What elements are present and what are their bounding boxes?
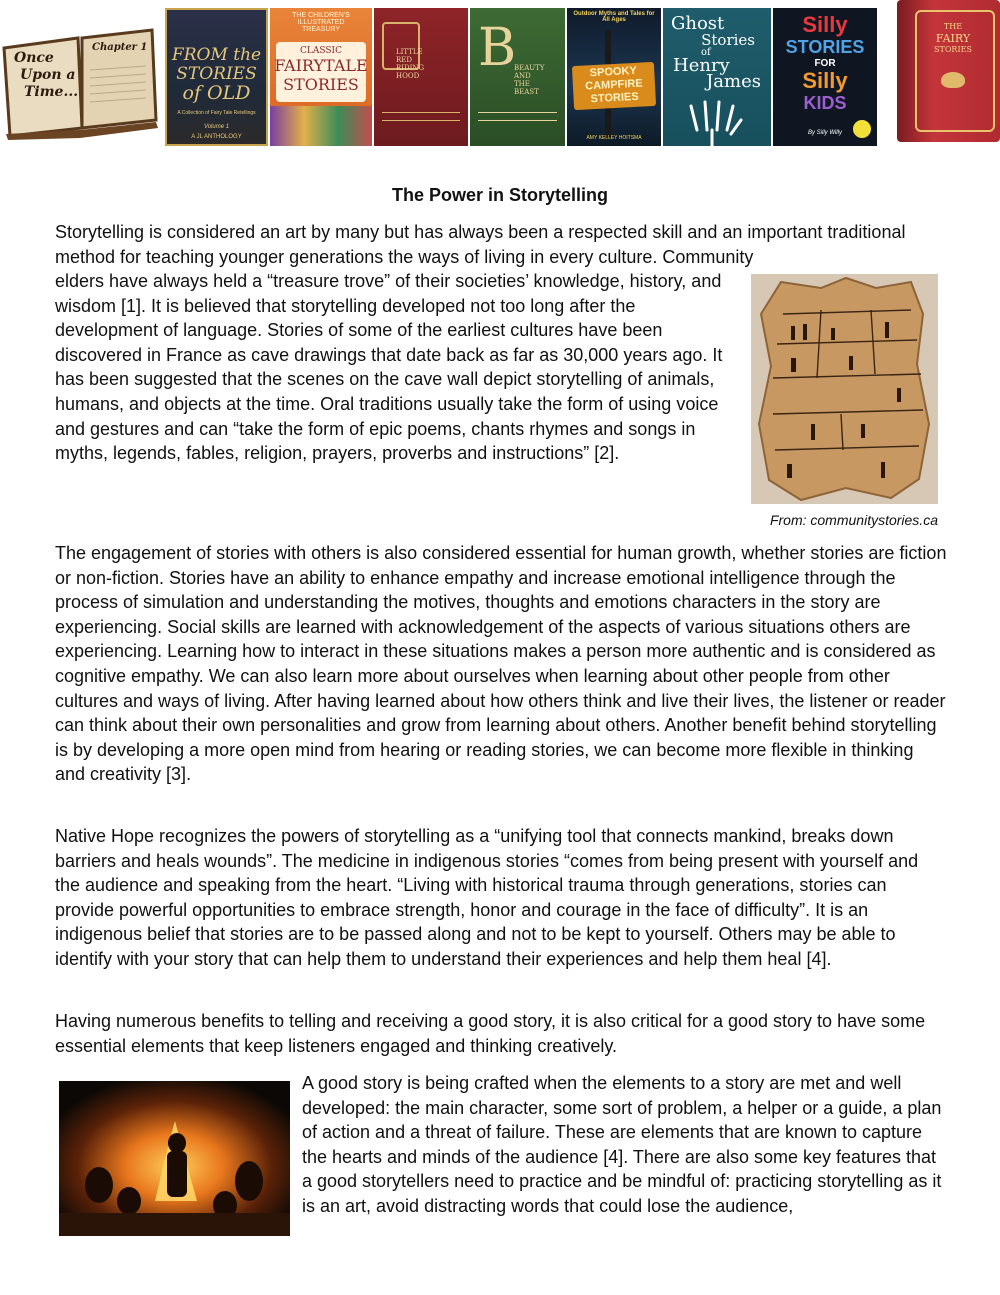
book-author: AMY KELLEY HOITSMA	[586, 135, 642, 141]
book-title-line: STORIES	[283, 75, 359, 94]
campfire-image	[59, 1081, 290, 1236]
book-title-line: Ghost	[671, 13, 725, 34]
bird-icon	[941, 72, 965, 88]
book-title-line: STORIES	[176, 64, 257, 84]
book-title-line: FAIRY	[935, 32, 971, 45]
book-cover-beauty-and-the-beast	[470, 8, 565, 146]
paragraph-intro-full-width: Storytelling is considered an art by many but has always been a respected skill and an important traditional method for teaching younger generations the ways of living in every culture. Community	[55, 222, 906, 267]
figure-caption: From: communitystories.ca	[769, 512, 938, 528]
book-title-line: RIDING	[396, 64, 425, 72]
book-cover-ghost-stories-henry-james	[663, 8, 771, 146]
book-title-line: STORIES	[785, 37, 865, 57]
book-title-line: KIDS	[803, 93, 847, 113]
book-title-line: Henry	[673, 55, 730, 76]
book-series-label: THE CHILDREN'S ILLUSTRATED TREASURY	[292, 12, 350, 33]
skeleton-hand-icon	[677, 100, 757, 146]
book-title-line: FOR	[814, 58, 836, 69]
book-cover-red-treasury	[897, 0, 1000, 142]
book-title-line: of OLD	[182, 82, 251, 104]
book-title-line: AND	[514, 72, 531, 80]
book-title-line: CLASSIC	[300, 46, 342, 56]
open-book-image	[0, 28, 160, 140]
book-subtitle: A Collection of Fairy Tale Retellings	[177, 110, 256, 116]
book-title-line: Stories	[701, 31, 755, 49]
book-cover-little-red-riding-hood	[374, 8, 468, 146]
book-series-label: Outdoor Myths and Tales for All Ages	[573, 11, 655, 23]
book-title-line: BEAUTY	[514, 64, 545, 72]
paragraph-engagement: The engagement of stories with others is also considered essential for human growth, whether stories are fiction or non-fiction. Stories have an ability to enhance empathy and increase emotional intelligence through the process of simulation and understanding the motives, thoughts and emotions characters in the story are experiencing. Social skills are learned with acknowledgement of the aspects of various situations others are experiencing. Learning how to interact in these situations makes a person more authentic and is considered as cognitive empathy. We can also learn more about ourselves when learning about other people from other cultures and ways of living. After having learned about how others think and live their lives, the listener or reader can think about their own personalities and grow from learning about others. Another benefit behind storytelling is by developing a more open mind from hearing or reading stories, we can become more flexible in thinking and creativity [3].	[55, 543, 947, 785]
painted-hide-image	[751, 274, 938, 504]
book-title-line: James	[706, 71, 761, 92]
book-cover-from-the-stories-of-old	[165, 8, 268, 146]
book-volume: Volume 1	[203, 124, 230, 130]
book-title-line: Silly	[802, 12, 848, 37]
book-title-line: THE	[943, 22, 963, 31]
paragraph-native-hope: Native Hope recognizes the powers of storytelling as a “unifying tool that connects mankind, breaks down barriers and heals wounds”. The medicine in indigenous stories “comes from being present with yourself and the audience and speaking from the heart. “Living with historical trauma through generations, stories can provide powerful opportunities to embrace strength, honor and courage in the face of difficulty”. It is an indigenous belief that stories are to be passed along and not to be kept to yourself. Others may be able to identify with your story that can help them to understand their experiences and help them heal [4].	[55, 826, 919, 969]
book-title-line: of	[701, 47, 711, 58]
book-title-line: FROM the	[171, 45, 262, 65]
book-cover-silly-stories-for-silly-kids	[773, 8, 877, 146]
paragraph-benefits: Having numerous benefits to telling and receiving a good story, it is also critical for a good story to have some essential elements that keep listeners engaged and thinking creatively.	[55, 1011, 926, 1056]
book-title-line: STORIES	[934, 45, 972, 54]
book-title-line: Silly	[802, 68, 848, 93]
book-title-line: STORIES	[590, 90, 639, 106]
book-banner	[0, 0, 1000, 150]
book-title-line: Time...	[24, 84, 79, 100]
paragraph-good-story-elements: A good story is being crafted when the elements to a story are met and well developed: the main character, some sort of problem, a helper or a guide, a plan of action and a threat of failure. These are elements that are known to capture the hearts and minds of the audience [4]. There are also some key features that a good storytellers need to practice and be mindful of: practicing storytelling as it is an art, avoid distracting words that could lose the audience,	[302, 1073, 942, 1216]
book-author: By Silly Willy	[808, 130, 842, 136]
book-title-line: Once	[14, 50, 54, 66]
article-title: The Power in Storytelling	[391, 185, 609, 205]
book-title-line: RED	[396, 56, 412, 64]
book-title-line: SPOOKY	[589, 64, 638, 80]
paragraph-intro-wrapped: elders have always held a “treasure trove” of their societies’ knowledge, history, and wisdom [1]. It is believed that storytelling developed not too long after the development of language. Stories of some of the earliest cultures have been discovered in France as cave drawings that date back as far as 30,000 years ago. It has been suggested that the scenes on the cave wall depict storytelling of animals, humans, and objects at the time. Oral traditions usually take the form of using voice and gestures and can “take the form of epic poems, chants rhymes and songs in myths, legends, fables, religion, prayers, proverbs and instructions” [2].	[55, 271, 723, 464]
book-title-line: CAMPFIRE	[584, 77, 643, 93]
book-title-line: THE	[514, 80, 530, 88]
book-title-line: HOOD	[396, 72, 420, 80]
book-publisher: A JL ANTHOLOGY	[191, 134, 242, 140]
book-title-line: FAIRYTALE	[274, 56, 368, 75]
book-cover-classic-fairytale-stories	[270, 8, 372, 146]
book-cover-spooky-campfire-stories	[567, 8, 661, 146]
book-drop-cap: B	[478, 18, 517, 78]
book-title-line: LITTLE	[396, 48, 423, 56]
book-title-line: BEAST	[514, 88, 539, 96]
book-title-line: Upon a	[20, 67, 76, 83]
book-badge	[853, 120, 871, 138]
book-chapter-label: Chapter 1	[92, 42, 148, 53]
